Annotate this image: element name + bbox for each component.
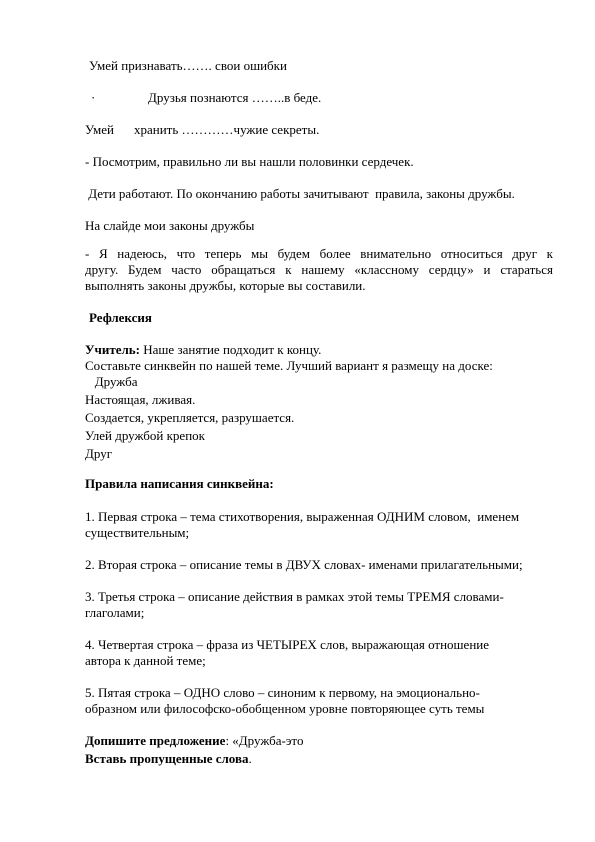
proverb-line-2: Друзья познаются ……..в беде. [148,90,322,105]
hope-line-2: другу. Будем часто обращаться к нашему «классному сердцу» и стараться [85,262,553,277]
teacher-line [85,342,321,358]
slide-laws-line: На слайде мои законы дружбы [85,218,255,233]
complete-sentence-text: : «Дружба-это [225,733,304,748]
proverb-line-1: Умей признавать……. свои ошибки [89,58,287,73]
insert-words-end: . [248,751,252,766]
proverb-line-3-word: Умей [85,122,115,137]
cinquain-line-1: Дружба [85,374,138,389]
reflection-heading [89,310,152,326]
hope-paragraph [85,246,553,294]
cinquain-line-4: Улей дружбой крепок [85,428,205,443]
rule-1-line-2: существительным; [85,525,190,540]
children-work-line: Дети работают. По окончанию работы зачитывают правила, законы дружбы. [85,186,515,201]
teacher-label: Учитель: [85,342,141,357]
cinquain-line-5: Друг [85,446,113,461]
compose-line: Составьте синквейн по нашей теме. Лучший вариант я размещу на доске: [85,358,493,373]
rule-4-line-1: 4. Четвертая строка – фраза из ЧЕТЫРЕХ слов, выражающая отношение [85,637,490,652]
rule-3-line-1: 3. Третья строка – описание действия в рамках этой темы ТРЕМЯ словами- [85,589,504,604]
insert-words-line [85,751,252,767]
proverb-line-3-text: хранить …………чужие секреты. [134,122,320,137]
hope-line-3: выполнять законы дружбы, которые вы составили. [85,278,366,293]
rule-5-line-2: образном или философско-обобщенном уровне повторяющее суть темы [85,701,485,716]
rule-2-line: 2. Вторая строка – описание темы в ДВУХ словах- именами прилагательными; [85,557,523,572]
rule-1-line-1: 1. Первая строка – тема стихотворения, выраженная ОДНИМ словом, именем [85,509,520,524]
insert-words-label: Вставь пропущенные слова [85,751,249,766]
rule-5-line-1: 5. Пятая строка – ОДНО слово – синоним к первому, на эмоционально- [85,685,480,700]
reflection-heading-text: Рефлексия [89,310,152,325]
complete-sentence-label: Допишите предложение [85,733,226,748]
rules-heading [85,476,274,492]
rule-4-line-2: автора к данной теме; [85,653,206,668]
rule-3-line-2: глаголами; [85,605,145,620]
cinquain-line-2: Настоящая, лживая. [85,392,196,407]
check-hearts-line: - Посмотрим, правильно ли вы нашли половинки сердечек. [85,154,414,169]
cinquain-line-3: Создается, укрепляется, разрушается. [85,410,295,425]
teacher-text: Наше занятие подходит к концу. [140,342,322,357]
complete-sentence-line [85,733,303,749]
hope-line-1: - Я надеюсь, что теперь мы будем более внимательно относиться друг к [85,246,553,261]
proverb-bullet: · [91,90,96,105]
rules-heading-text: Правила написания синквейна: [85,476,274,491]
